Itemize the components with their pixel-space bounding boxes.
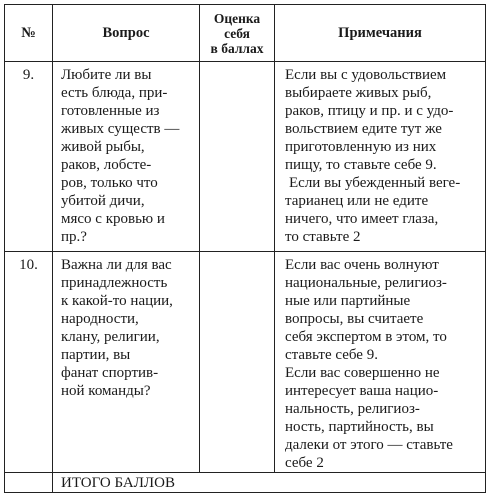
header-question: Вопрос — [53, 5, 200, 62]
question-line: Любите ли вы — [61, 67, 152, 83]
notes-line: то ставьте 2 — [285, 229, 361, 245]
notes-line: Если вас очень волнуют — [285, 257, 439, 273]
question-line: пр.? — [61, 229, 87, 245]
notes-line: себе 2 — [285, 455, 324, 471]
notes-line: приготовленную из них — [285, 139, 437, 155]
notes-line: нальность, религиоз- — [285, 401, 420, 417]
questionnaire-table — [4, 4, 486, 493]
question-line: мясо с кровью и — [61, 211, 165, 227]
notes-line: тарианец или не едите — [285, 193, 429, 209]
notes-line: вольствием едите тут же — [285, 121, 442, 137]
question-line: клану, религии, — [61, 329, 160, 345]
question-cell — [53, 252, 200, 473]
question-line: есть блюда, при- — [61, 85, 168, 101]
question-cell — [53, 62, 200, 252]
notes-line: Если вы убежденный веге- — [289, 175, 461, 191]
header-rating — [200, 5, 275, 62]
questionnaire-page — [4, 4, 485, 493]
notes-cell — [275, 252, 486, 473]
notes-line: раков, птицу и пр. и с удо- — [285, 103, 454, 119]
header-rating-line: в баллах — [210, 40, 264, 56]
question-line: к какой-то нации, — [61, 293, 173, 309]
notes-line: ность, партийность, вы — [285, 419, 434, 435]
table-row — [5, 252, 486, 473]
question-line: партии, вы — [61, 347, 131, 363]
notes-line: выбираете живых рыб, — [285, 85, 432, 101]
question-line: народности, — [61, 311, 139, 327]
question-line: готовленные из — [61, 103, 160, 119]
row-number: 10. — [5, 252, 53, 473]
table-header-row — [5, 5, 486, 62]
notes-line: национальные, религиоз- — [285, 275, 447, 291]
question-line: раков, лобсте- — [61, 157, 152, 173]
question-line: ной команды? — [61, 383, 151, 399]
header-rating-line: себя — [224, 25, 250, 41]
notes-line: себя экспертом в этом, то — [285, 329, 447, 345]
question-line: фанат спортив- — [61, 365, 159, 381]
rating-cell[interactable] — [200, 62, 275, 252]
question-line: Важна ли для вас — [61, 257, 172, 273]
notes-line: далеки от этого — ставьте — [285, 437, 453, 453]
table-row — [5, 62, 486, 252]
notes-line: ные или партийные — [285, 293, 411, 309]
notes-line: ставьте себе 9. — [285, 347, 378, 363]
rating-cell[interactable] — [200, 252, 275, 473]
question-line: живых существ — — [61, 121, 180, 137]
question-line: живой рыбы, — [61, 139, 145, 155]
total-number-cell — [5, 473, 53, 493]
notes-line: ничего, что имеет глаза, — [285, 211, 439, 227]
total-label: ИТОГО БАЛЛОВ — [53, 473, 486, 493]
notes-cell — [275, 62, 486, 252]
notes-line: Если вас совершенно не — [285, 365, 440, 381]
notes-line: пищу, то ставьте себе 9. — [285, 157, 437, 173]
header-notes: Примечания — [275, 5, 486, 62]
question-line: принадлежность — [61, 275, 168, 291]
question-line: ров, только что — [61, 175, 158, 191]
notes-line: вопросы, вы считаете — [285, 311, 424, 327]
header-number: № — [5, 5, 53, 62]
total-row — [5, 473, 486, 493]
header-rating-line: Оценка — [213, 10, 261, 26]
notes-line: интересует ваша нацио- — [285, 383, 439, 399]
notes-line: Если вы с удовольствием — [285, 67, 447, 83]
row-number: 9. — [5, 62, 53, 252]
question-line: убитой дичи, — [61, 193, 145, 209]
